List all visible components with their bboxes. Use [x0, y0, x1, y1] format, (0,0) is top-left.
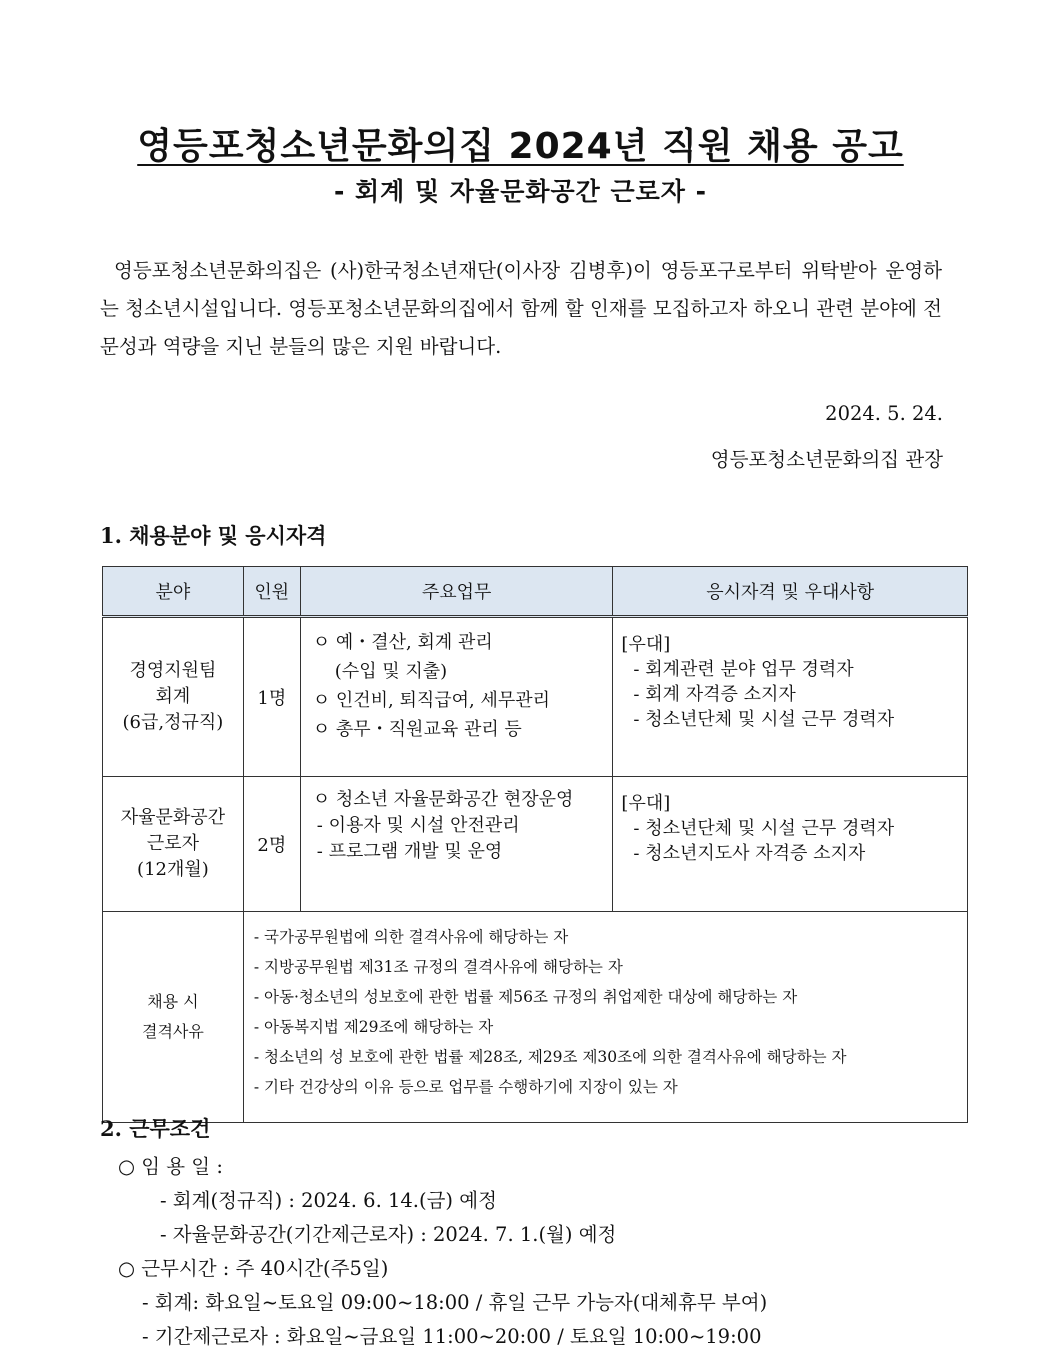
list-item: - 국가공무원법에 의한 결격사유에 해당하는 자 [253, 928, 569, 946]
qual-line: - 회계 자격증 소지자 [633, 684, 796, 705]
column-header: 분야 [103, 567, 244, 617]
qual-line: [우대] [621, 793, 671, 814]
duty-line: - 이용자 및 시설 안전관리 [316, 815, 520, 836]
duties-cell [300, 777, 613, 912]
page-subtitle: - 회계 및 자율문화공간 근로자 - [333, 177, 708, 206]
column-header: 응시자격 및 우대사항 [613, 567, 968, 617]
section-heading-recruitment: 1. 채용분야 및 응시자격 [100, 523, 327, 548]
list-item: - 기타 건강상의 이유 등으로 업무를 수행하기에 지장이 있는 자 [253, 1078, 678, 1096]
start-date-item: - 자율문화공간(기간제근로자) : 2024. 7. 1.(월) 예정 [160, 1223, 617, 1246]
list-item: - 아동복지법 제29조에 해당하는 자 [253, 1018, 494, 1036]
headcount-cell: 2명 [243, 777, 300, 912]
notice-date: 2024. 5. 24. [825, 402, 943, 425]
table-row [103, 617, 968, 777]
field-cell [103, 777, 244, 912]
field-line: 회계 [155, 686, 191, 707]
qualifications-cell [613, 617, 968, 777]
qual-line: - 회계관련 분야 업무 경력자 [633, 659, 854, 680]
field-cell [103, 617, 244, 777]
duty-line: ㅇ 총무・직원교육 관리 등 [312, 719, 522, 740]
intro-paragraph: 영등포청소년문화의집은 (사)한국청소년재단(이사장 김병후)이 영등포구로부터 위탁받아 운영하는 청소년시설입니다. 영등포청소년문화의집에서 함께 할 인재를 모집하고자 하오니 관련 분야에 전문성과 역량을 지닌 분들의 많은 지원 바랍니다. [100, 259, 942, 358]
list-item: - 아동·청소년의 성보호에 관한 법률 제56조 규정의 취업제한 대상에 해당하는 자 [253, 988, 798, 1006]
field-line: (12개월) [137, 859, 209, 880]
work-hours-label: ○ 근무시간 : 주 40시간(주5일) [118, 1257, 389, 1280]
work-conditions [118, 1150, 767, 1354]
work-hours-item: - 기간제근로자 : 화요일~금요일 11:00~20:00 / 토요일 10:00~19:00 [142, 1325, 762, 1348]
section-heading-conditions: 2. 근무조건 [100, 1116, 211, 1141]
column-header: 인원 [243, 567, 300, 617]
field-line: 근로자 [146, 833, 199, 854]
recruitment-table [102, 566, 968, 1123]
table-row [103, 912, 968, 1123]
page-title: 영등포청소년문화의집 2024년 직원 채용 공고 [137, 126, 904, 167]
field-line: 경영지원팀 [129, 660, 217, 681]
duty-line: ㅇ 예・결산, 회계 관리 [312, 632, 493, 653]
qual-line: [우대] [621, 634, 671, 655]
table-row [103, 777, 968, 912]
duty-line: ㅇ 청소년 자율문화공간 현장운영 [312, 789, 574, 810]
duty-line: - 프로그램 개발 및 운영 [316, 841, 503, 862]
start-date-label: ○ 임 용 일 : [118, 1155, 223, 1178]
field-line: 자율문화공간 [120, 807, 226, 828]
field-line: (6급,정규직) [122, 712, 224, 733]
duties-cell [300, 617, 613, 777]
qual-line: - 청소년단체 및 시설 근무 경력자 [633, 818, 895, 839]
label-line: 결격사유 [142, 1022, 204, 1041]
headcount-cell: 1명 [243, 617, 300, 777]
table-header-row [103, 567, 968, 617]
disqualification-list [243, 912, 967, 1123]
duty-line: ㅇ 인건비, 퇴직급여, 세무관리 [312, 690, 551, 711]
notice-signer: 영등포청소년문화의집 관장 [710, 448, 943, 471]
column-header: 주요업무 [300, 567, 613, 617]
label-line: 채용 시 [147, 992, 199, 1011]
start-date-item: - 회계(정규직) : 2024. 6. 14.(금) 예정 [160, 1189, 497, 1212]
duty-line: (수입 및 지출) [334, 661, 448, 682]
qual-line: - 청소년단체 및 시설 근무 경력자 [633, 709, 895, 730]
qualifications-cell [613, 777, 968, 912]
work-hours-item: - 회계: 화요일~토요일 09:00~18:00 / 휴일 근무 가능자(대체휴무 부여) [142, 1291, 768, 1314]
list-item: - 지방공무원법 제31조 규정의 결격사유에 해당하는 자 [253, 958, 623, 976]
list-item: - 청소년의 성 보호에 관한 법률 제28조, 제29조 제30조에 의한 결격사유에 해당하는 자 [253, 1048, 847, 1066]
qual-line: - 청소년지도사 자격증 소지자 [633, 843, 866, 864]
disqualification-label-cell [103, 912, 244, 1123]
